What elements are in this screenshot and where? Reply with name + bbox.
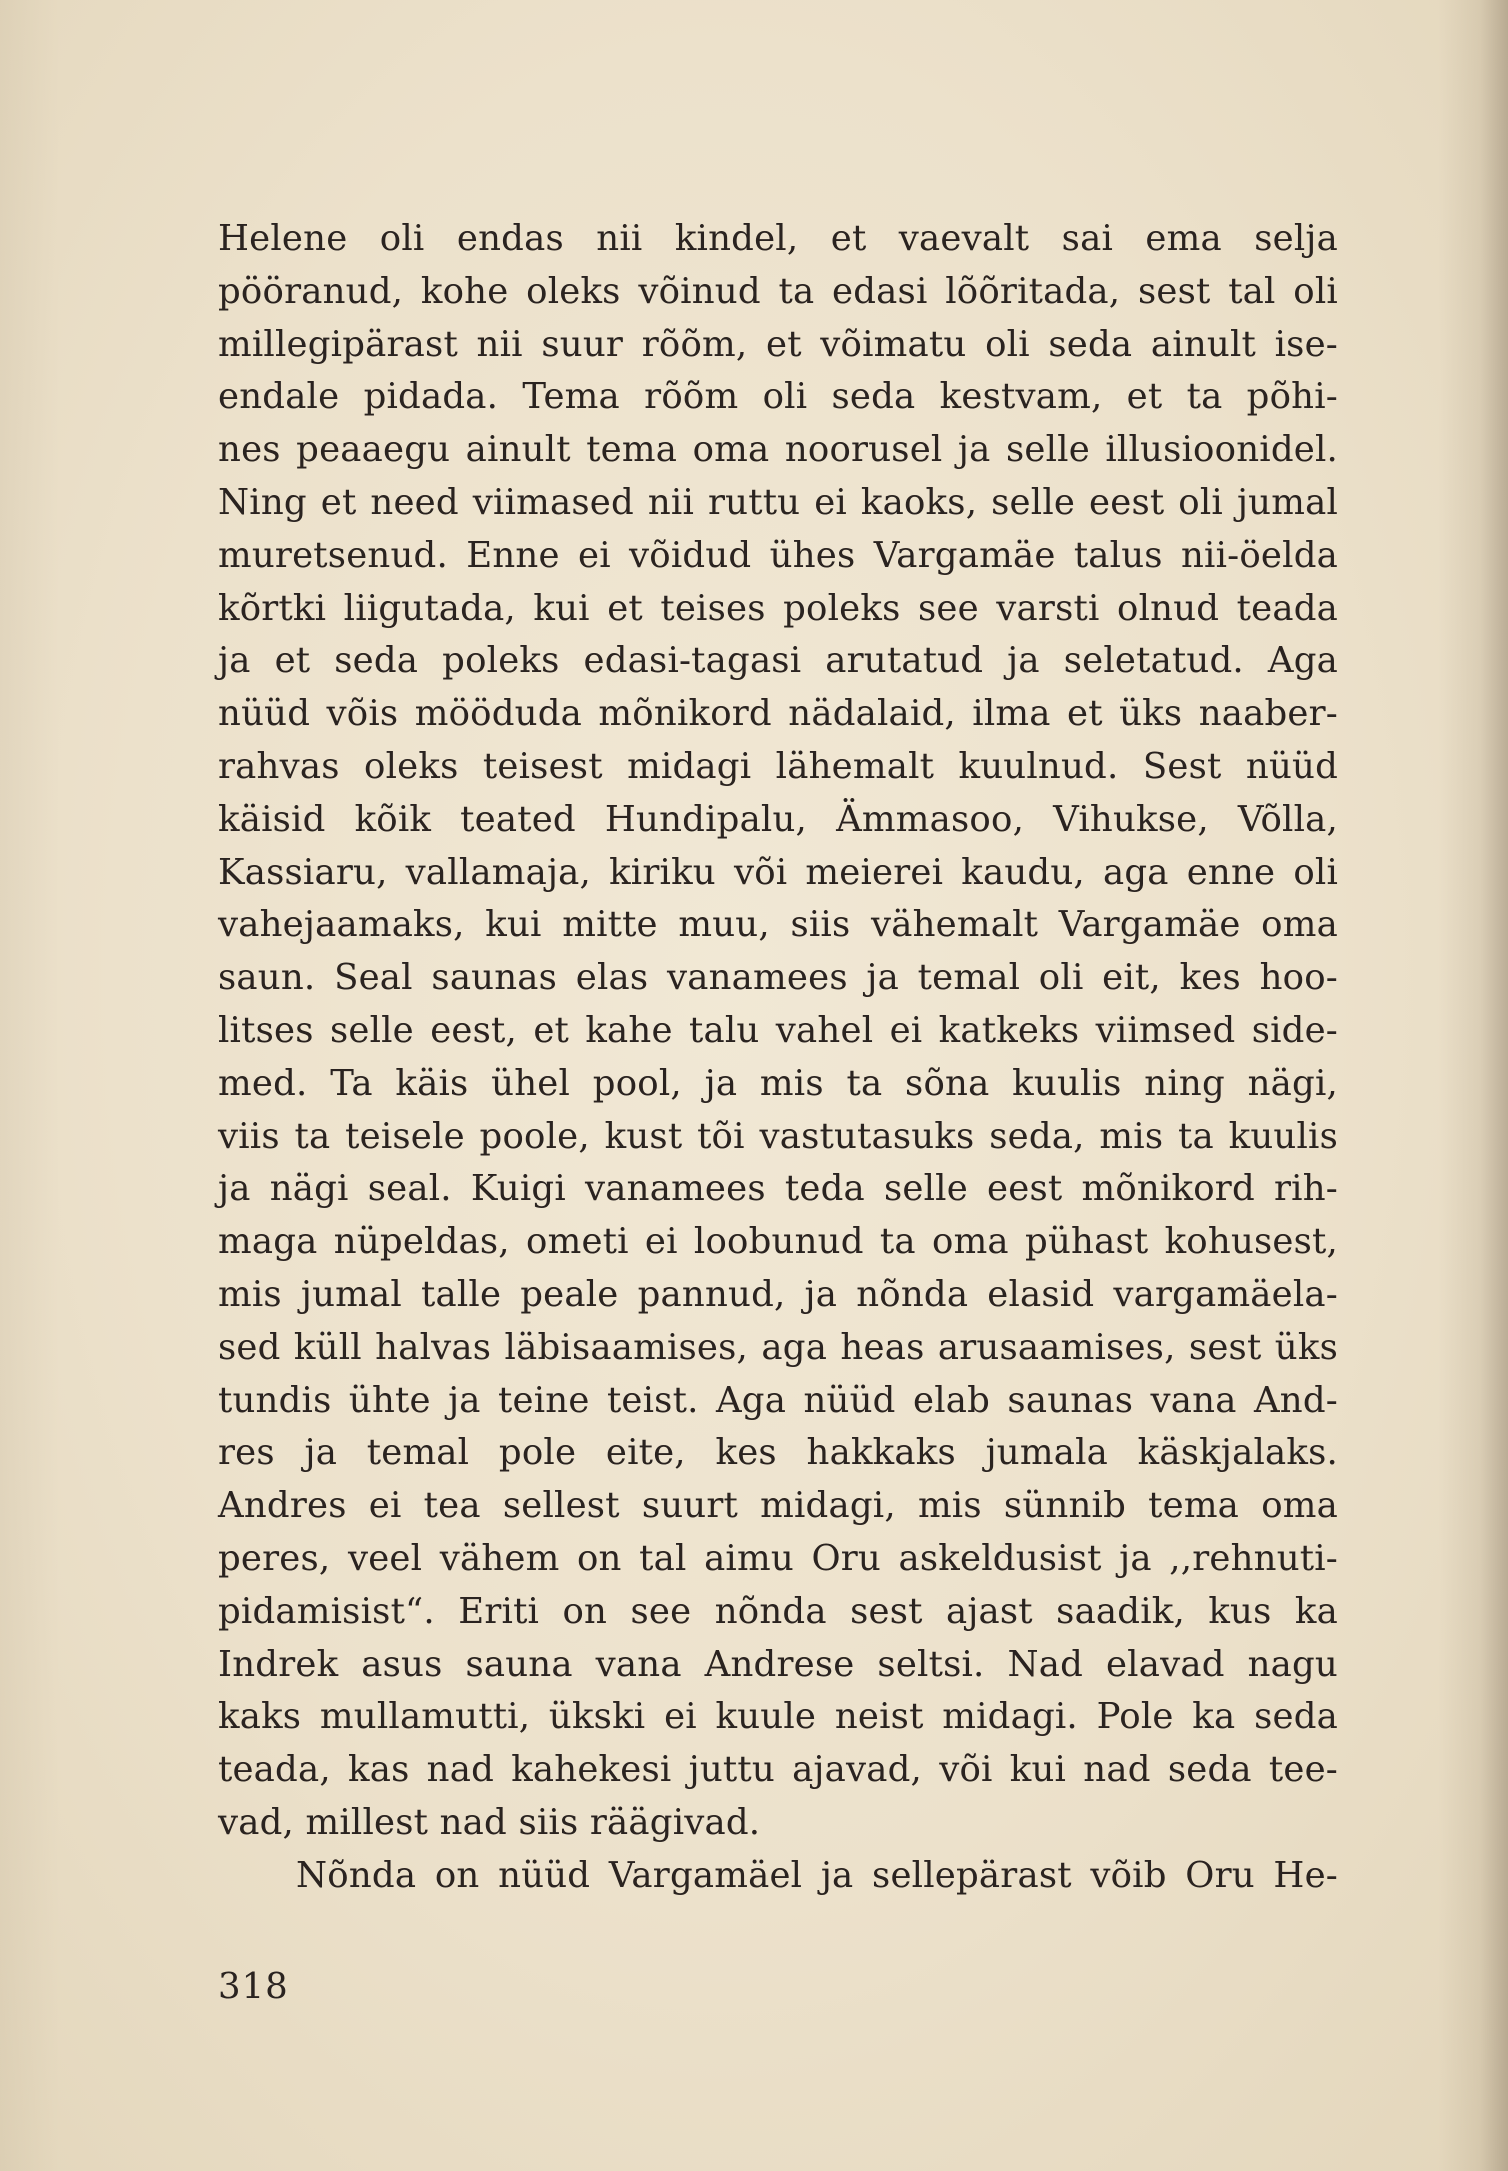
text-line: tundis ühte ja teine teist. Aga nüüd elab saunas vana And- [218, 1379, 1338, 1421]
text-line: teada, kas nad kahekesi juttu ajavad, või kui nad seda tee- [218, 1749, 1338, 1791]
text-line: nüüd võis mööduda mõnikord nädalaid, ilma et üks naaber- [218, 693, 1338, 735]
body-text [218, 213, 1338, 1903]
text-line: maga nüpeldas, ometi ei loobunud ta oma pühast kohusest, [218, 1221, 1338, 1263]
text-line: kõrtki liigutada, kui et teises poleks see varsti olnud teada [218, 587, 1338, 629]
text-line: käisid kõik teated Hundipalu, Ämmasoo, Vihukse, Võlla, [218, 798, 1338, 840]
text-line: pidamisist“. Eriti on see nõnda sest ajast saadik, kus ka [218, 1590, 1338, 1632]
page-number: 318 [218, 1966, 289, 2007]
text-line: Nõnda on nüüd Vargamäel ja sellepärast võib Oru He- [296, 1854, 1338, 1896]
text-line: vad, millest nad siis räägivad. [218, 1801, 761, 1843]
text-line: pööranud, kohe oleks võinud ta edasi lõõritada, sest tal oli [218, 270, 1338, 312]
text-line: saun. Seal saunas elas vanamees ja temal oli eit, kes hoo- [218, 957, 1338, 999]
text-line: viis ta teisele poole, kust tõi vastutasuks seda, mis ta kuulis [218, 1115, 1338, 1157]
text-line: Kassiaru, vallamaja, kiriku või meierei kaudu, aga enne oli [218, 851, 1338, 893]
text-line: res ja temal pole eite, kes hakkaks jumala käskjalaks. [218, 1432, 1338, 1474]
text-line: Helene oli endas nii kindel, et vaevalt sai ema selja [218, 218, 1338, 259]
text-line: rahvas oleks teisest midagi lähemalt kuulnud. Sest nüüd [218, 745, 1338, 787]
text-line: kaks mullamutti, ükski ei kuule neist midagi. Pole ka seda [218, 1696, 1338, 1738]
text-line: med. Ta käis ühel pool, ja mis ta sõna kuulis ning nägi, [218, 1062, 1338, 1104]
text-line: Ning et need viimased nii ruttu ei kaoks, selle eest oli jumal [218, 481, 1338, 523]
text-line: mis jumal talle peale pannud, ja nõnda elasid vargamäela- [218, 1273, 1338, 1315]
text-line: ja nägi seal. Kuigi vanamees teda selle eest mõnikord rih- [218, 1168, 1338, 1210]
text-line: millegipärast nii suur rõõm, et võimatu oli seda ainult ise- [218, 323, 1338, 365]
text-line: peres, veel vähem on tal aimu Oru askeldusist ja ,,rehnuti- [218, 1537, 1338, 1579]
text-line: nes peaaegu ainult tema oma noorusel ja selle illusioonidel. [218, 429, 1338, 471]
text-line: ja et seda poleks edasi-tagasi arutatud ja seletatud. Aga [218, 640, 1338, 682]
text-line: litses selle eest, et kahe talu vahel ei katkeks viimsed side- [218, 1009, 1338, 1051]
text-line: sed küll halvas läbisaamises, aga heas arusaamises, sest üks [218, 1326, 1338, 1368]
text-line: muretsenud. Enne ei võidud ühes Vargamäe talus nii-öelda [218, 534, 1338, 576]
text-line: Indrek asus sauna vana Andrese seltsi. Nad elavad nagu [218, 1643, 1338, 1685]
text-line: Andres ei tea sellest suurt midagi, mis sünnib tema oma [218, 1485, 1338, 1527]
text-line: vahejaamaks, kui mitte muu, siis vähemalt Vargamäe oma [218, 904, 1338, 946]
text-line: endale pidada. Tema rõõm oli seda kestvam, et ta põhi- [218, 376, 1338, 418]
